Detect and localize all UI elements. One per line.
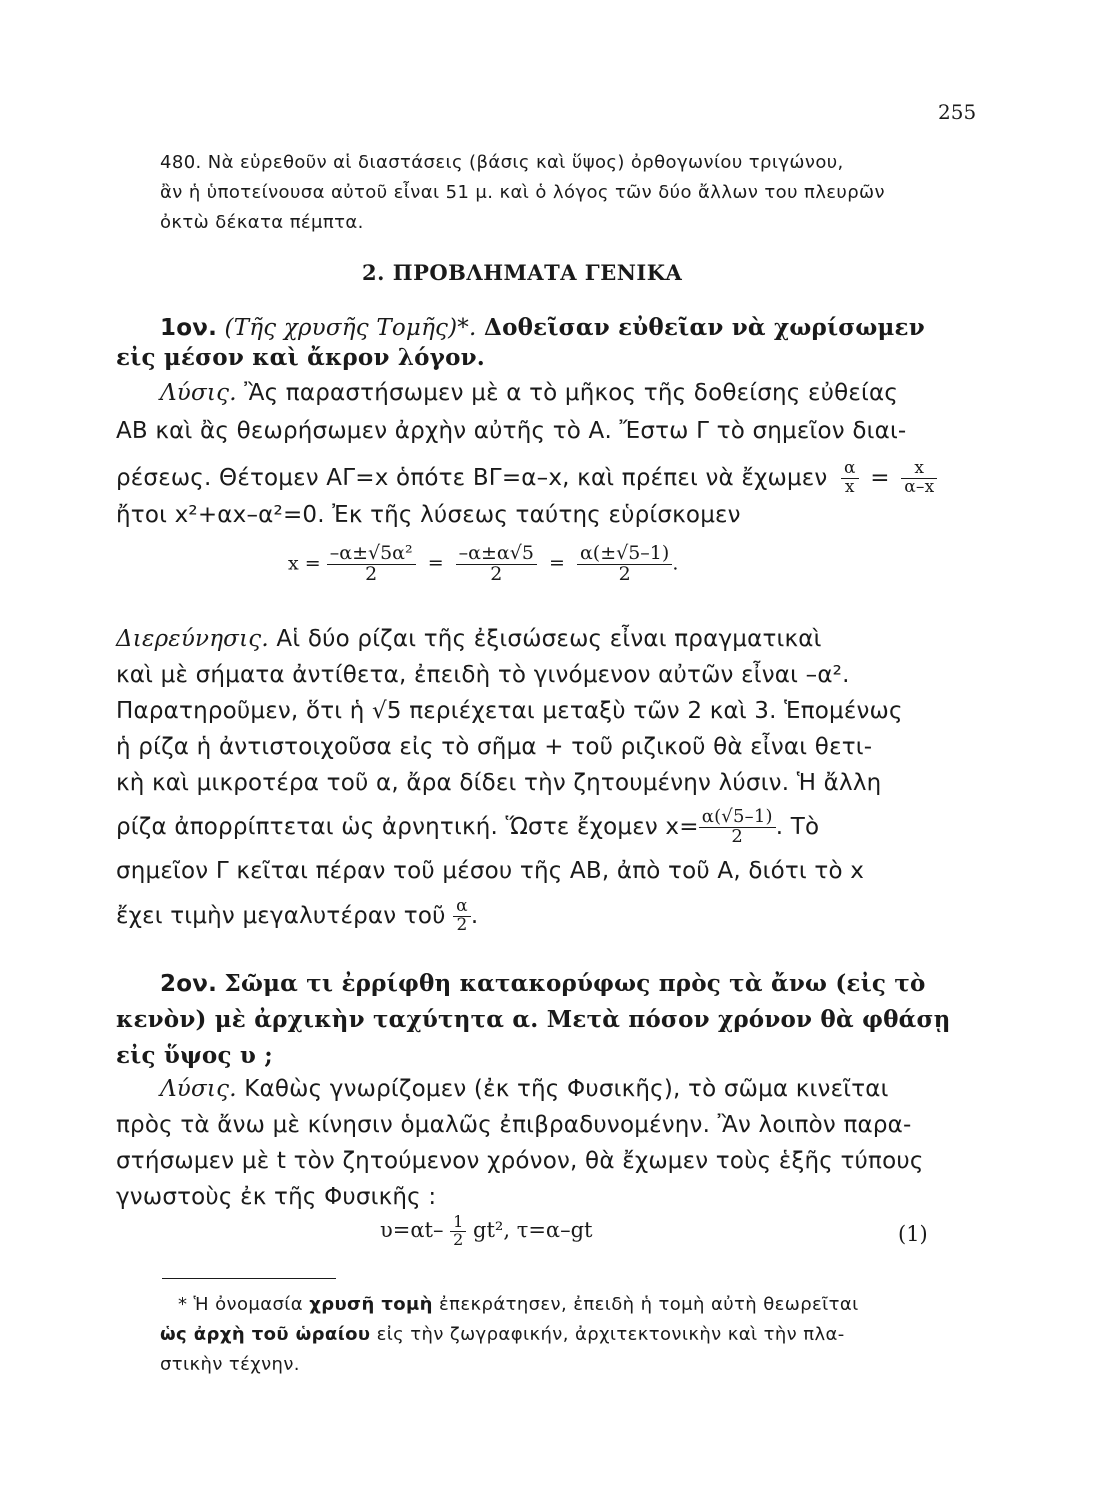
equation-fraction-2 (456, 544, 537, 585)
problem-2-statement-2: κενὸν) μὲ ἀρχικὴν ταχύτητα α. Μετὰ πόσον χρόνον θὰ φθάσῃ (116, 1006, 951, 1033)
golden-fraction-numerator: α(√5–1) (699, 808, 776, 828)
motion-equation-part-b: gt², τ=α–gt (473, 1217, 593, 1242)
half-alpha-denominator: 2 (456, 914, 468, 935)
ratio-1-denominator: x (844, 476, 855, 497)
discussion-text-4: ἡ ρίζα ἡ ἀντιστοιχοῦσα εἰς τὸ σῆμα + τοῦ ριζικοῦ θὰ εἶναι θετι- (116, 734, 873, 760)
lysis-label-1: Λύσις. (160, 380, 237, 406)
discussion-line-8: ἔχει τιμὴν μεγαλυτέραν τοῦ $\frac{\alpha}{2}$ . (116, 896, 479, 935)
equation-fraction-3-numerator: α(±√5–1) (577, 544, 672, 565)
problem-1-heading-line-1 (160, 314, 925, 341)
one-half-denominator: 2 (453, 1229, 464, 1249)
golden-fraction-denominator: 2 (731, 825, 744, 847)
ratio-1-numerator: α (841, 460, 859, 479)
problem-2-text-3: στήσωμεν μὲ t τὸν ζητούμενον χρόνον, θὰ ἔχωμεν τοὺς ἑξῆς τύπους (116, 1148, 924, 1174)
problem-2-solution-line-1 (160, 1076, 889, 1102)
discussion-text-6-end: . Τὸ (775, 813, 820, 840)
ratio-2-numerator: x (901, 460, 937, 479)
footnote-line-2 (160, 1324, 845, 1345)
footnote-beauty-principle: ὡς ἀρχὴ τοῦ ὡραίου (160, 1324, 371, 1345)
problem-1-label: 1ον. (160, 315, 218, 341)
half-alpha-numerator: α (453, 898, 471, 917)
equation-number: (1) (898, 1222, 928, 1246)
page-number: 255 (938, 100, 977, 124)
problem-1-statement-2: εἰς μέσον καὶ ἄκρον λόγον. (116, 344, 485, 371)
discussion-line-6 (116, 808, 819, 847)
equation-fraction-1-denominator: 2 (365, 562, 378, 585)
footnote-star: * (178, 1294, 188, 1315)
half-alpha-fraction (453, 898, 471, 935)
equation-lhs: x = (288, 552, 321, 575)
problem-1-solution-line-1 (160, 380, 898, 406)
discussion-text-7: σημεῖον Γ κεῖται πέραν τοῦ μέσου τῆς ΑΒ, ἀπὸ τοῦ Α, διότι τὸ x (116, 858, 865, 884)
problem-2-text-4: γνωστοὺς ἐκ τῆς Φυσικῆς : (116, 1184, 437, 1210)
equation-fraction-2-numerator: –α±α√5 (456, 544, 537, 565)
problem-480-line-1: 480. Νὰ εὑρεθοῦν αἱ διαστάσεις (βάσις καὶ ὕψος) ὀρθογωνίου τριγώνου, (160, 152, 844, 173)
problem-1-text-3: ρέσεως. Θέτομεν ΑΓ=x ὁπότε ΒΓ=α–x, καὶ πρέπει νὰ ἔχωμεν (116, 464, 828, 491)
section-title: 2. ΠΡΟΒΛΗΜΑΤΑ ΓΕΝΙΚΑ (362, 260, 683, 285)
golden-ratio-fraction (699, 808, 776, 847)
equation-fraction-1 (327, 544, 416, 585)
solution-equation: x = $\frac{\text{–α±√5α²}}{2}$ = $\frac{-\alpha\pm\alpha√5}{2}$ = $\frac{\alpha(\pm√5-1)}{2}$ . (288, 542, 679, 585)
ratio-fraction-2 (901, 460, 937, 497)
equation-fraction-2-denominator: 2 (490, 562, 503, 585)
one-half-numerator: 1 (450, 1214, 466, 1232)
motion-equation-part-a: υ=αt– (380, 1217, 444, 1242)
lysis-label-2: Λύσις. (160, 1076, 237, 1102)
footnote-text-1c: ἐπεκράτησεν, ἐπειδὴ ἡ τομὴ αὐτὴ θεωρεῖται (438, 1294, 859, 1315)
equation-fraction-3-denominator: 2 (618, 562, 631, 585)
problem-1-text-4: ἤτοι x²+αx–α²=0. Ἐκ τῆς λύσεως ταύτης εὑρίσκομεν (116, 502, 741, 528)
problem-2-text-1: Καθὼς γνωρίζομεν (ἐκ τῆς Φυσικῆς), τὸ σῶμα κινεῖται (244, 1076, 889, 1102)
ratio-2-denominator: α–x (904, 476, 935, 497)
problem-2-label: 2ον. (160, 971, 218, 997)
equation-fraction-1-numerator: –α±√5α² (327, 544, 416, 565)
equals-sign: = (870, 464, 890, 491)
problem-2-heading-line-1 (160, 970, 926, 997)
problem-1-italic-title: (Τῆς χρυσῆς Τομῆς)*. (224, 315, 477, 341)
problem-1-text-1: Ἂς παραστήσωμεν μὲ α τὸ μῆκος τῆς δοθείσης εὐθείας (244, 380, 899, 406)
discussion-text-8: ἔχει τιμὴν μεγαλυτέραν τοῦ (116, 902, 446, 929)
discussion-text-1: Αἱ δύο ρίζαι τῆς ἐξισώσεως εἶναι πραγματικαὶ (276, 626, 822, 652)
problem-1-statement-1: Δοθεῖσαν εὐθεῖαν νὰ χωρίσωμεν (484, 314, 925, 341)
footnote-golden-section: χρυσῆ τομὴ (309, 1294, 433, 1315)
motion-equations (380, 1214, 592, 1249)
footnote-text-1a: Ἡ ὀνομασία (193, 1294, 304, 1315)
discussion-line-1 (116, 626, 822, 652)
discussion-text-6: ρίζα ἀπορρίπτεται ὡς ἀρνητική. Ὥστε ἔχομεν x= (116, 813, 699, 840)
problem-1-text-3-row (116, 460, 937, 497)
problem-480-line-3: ὀκτὼ δέκατα πέμπτα. (160, 212, 364, 233)
equation-fraction-3 (577, 544, 672, 585)
footnote-text-2b: εἰς τὴν ζωγραφικήν, ἀρχιτεκτονικὴν καὶ τὴν πλα- (376, 1324, 845, 1345)
discussion-text-2: καὶ μὲ σήματα ἀντίθετα, ἐπειδὴ τὸ γινόμενον αὐτῶν εἶναι –α². (116, 662, 850, 688)
problem-480-line-2: ἂν ἡ ὑποτείνουσα αὐτοῦ εἶναι 51 μ. καὶ ὁ λόγος τῶν δύο ἄλλων του πλευρῶν (160, 182, 885, 203)
problem-2-statement-1: Σῶμα τι ἐρρίφθη κατακορύφως πρὸς τὰ ἄνω (εἰς τὸ (224, 970, 926, 997)
footnote-rule (162, 1278, 336, 1279)
problem-1-text-2: ΑΒ καὶ ἂς θεωρήσωμεν ἀρχὴν αὐτῆς τὸ Α. Ἔστω Γ τὸ σημεῖον διαι- (116, 418, 907, 444)
one-half-fraction (450, 1214, 466, 1249)
problem-2-text-2: πρὸς τὰ ἄνω μὲ κίνησιν ὁμαλῶς ἐπιβραδυνομένην. Ἂν λοιπὸν παρα- (116, 1112, 912, 1138)
footnote-line-3: στικὴν τέχνην. (160, 1354, 300, 1375)
discussion-label: Διερεύνησις. (116, 626, 269, 652)
discussion-text-5: κὴ καὶ μικροτέρα τοῦ α, ἄρα δίδει τὴν ζητουμένην λύσιν. Ἡ ἄλλη (116, 770, 882, 796)
ratio-fraction-1 (841, 460, 859, 497)
discussion-text-3: Παρατηροῦμεν, ὅτι ἡ √5 περιέχεται μεταξὺ τῶν 2 καὶ 3. Ἑπομένως (116, 698, 903, 724)
problem-2-statement-3: εἰς ὕψος υ ; (116, 1042, 273, 1069)
footnote-line-1 (178, 1294, 859, 1315)
